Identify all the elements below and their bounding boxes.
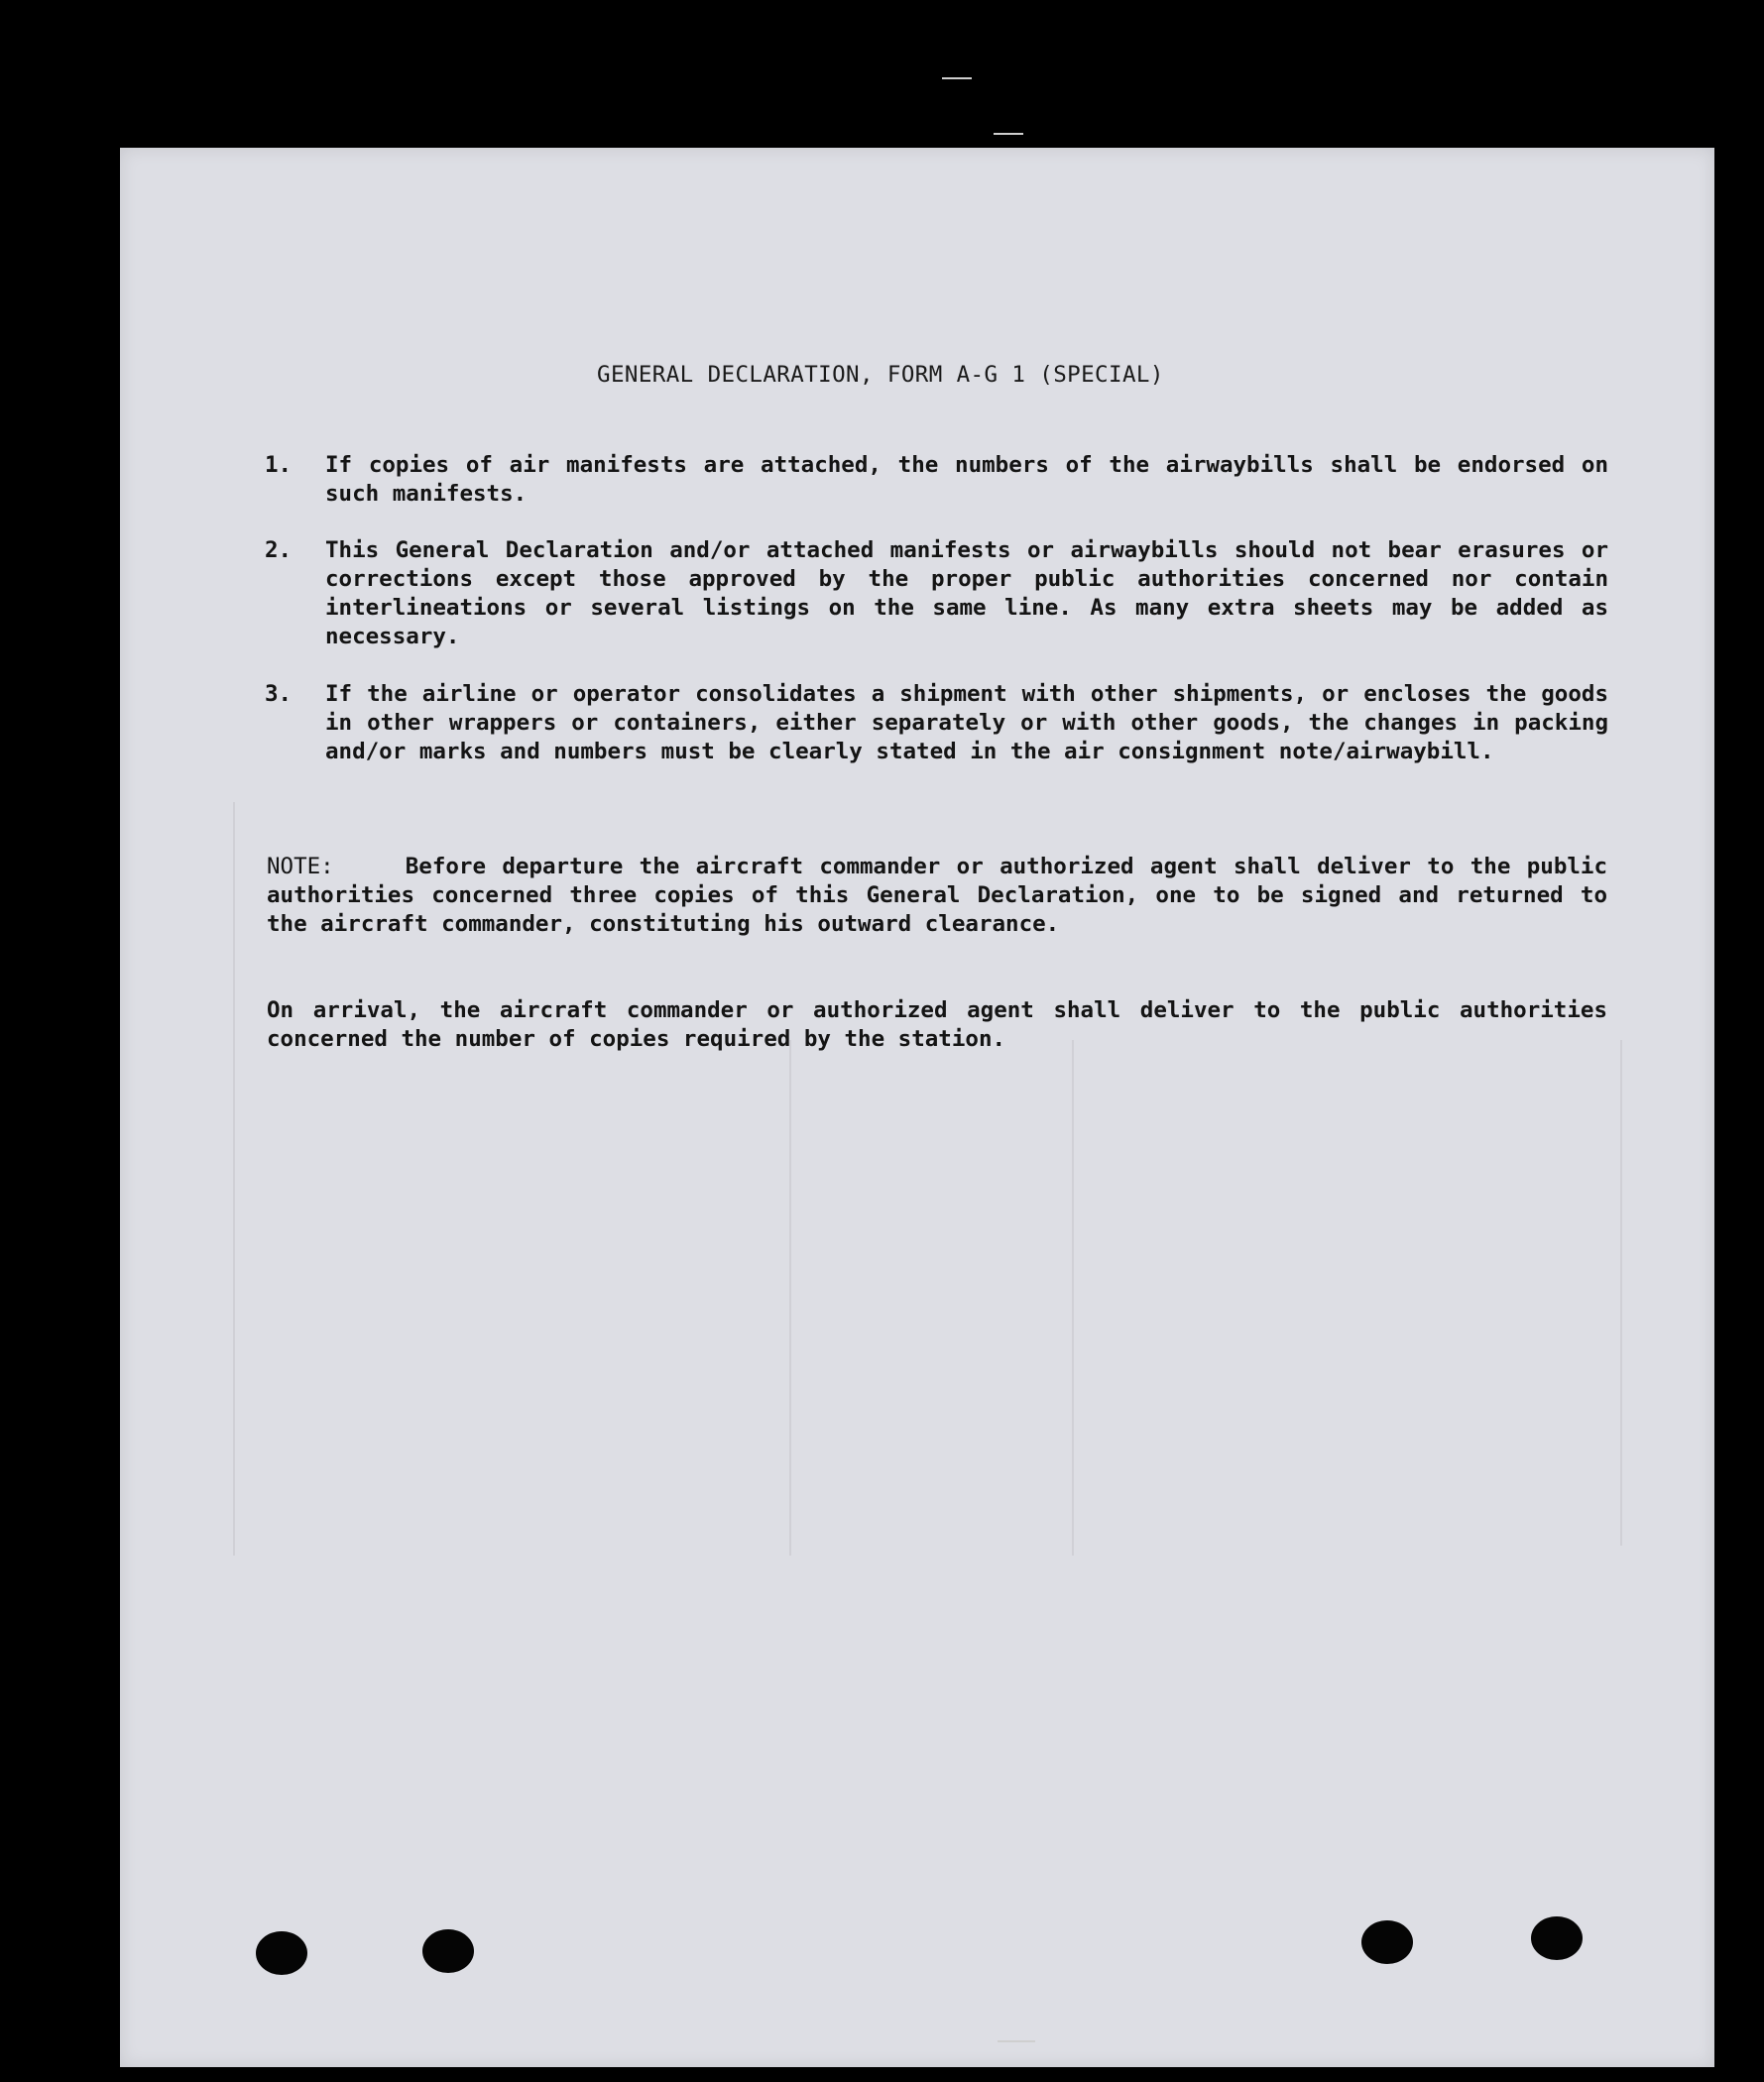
scan-artifact <box>998 2040 1035 2042</box>
item-number: 1. <box>265 452 293 478</box>
item-number: 3. <box>265 681 293 707</box>
instruction-item-3 <box>265 680 1608 766</box>
punch-hole <box>256 1931 307 1975</box>
bleed-through-line <box>789 1040 791 1556</box>
instruction-item-1 <box>265 451 1608 509</box>
item-text: If the airline or operator consolidates a shipment with other shipments, or encloses the goods in other wrappers or containers, either separately or with other goods, the changes in packing and/or marks and numbers must be clearly stated in the air consignment note/airwaybill. <box>325 681 1608 764</box>
punch-hole <box>1531 1916 1583 1960</box>
punch-hole <box>422 1929 474 1973</box>
form-title: GENERAL DECLARATION, FORM A-G 1 (SPECIAL) <box>597 362 1164 388</box>
scan-artifact <box>994 133 1023 135</box>
note-label: NOTE: <box>267 854 334 879</box>
instruction-item-2 <box>265 536 1608 651</box>
item-text: If copies of air manifests are attached, the numbers of the airwaybills shall be endorsed on such manifests. <box>325 452 1608 507</box>
note-paragraph <box>267 853 1607 939</box>
bleed-through-line <box>233 802 235 1556</box>
scan-artifact <box>942 77 972 79</box>
note-text: Before departure the aircraft commander or authorized agent shall deliver to the public authorities concerned three copies of this General Declaration, one to be signed and returned to the aircraft commander, constituting his outward clearance. <box>267 854 1607 937</box>
document-page <box>120 148 1714 2067</box>
bleed-through-line <box>1072 1040 1074 1556</box>
punch-hole <box>1361 1920 1413 1964</box>
item-text: This General Declaration and/or attached manifests or airwaybills should not bear erasures or corrections except those approved by the proper public authorities concerned nor contain interlineations or several listings on the same line. As many extra sheets may be added as necessary. <box>325 537 1608 649</box>
bleed-through-line <box>1620 1040 1622 1546</box>
arrival-paragraph: On arrival, the aircraft commander or authorized agent shall deliver to the public authorities concerned the number of copies required by the station. <box>267 997 1607 1052</box>
item-number: 2. <box>265 537 293 563</box>
